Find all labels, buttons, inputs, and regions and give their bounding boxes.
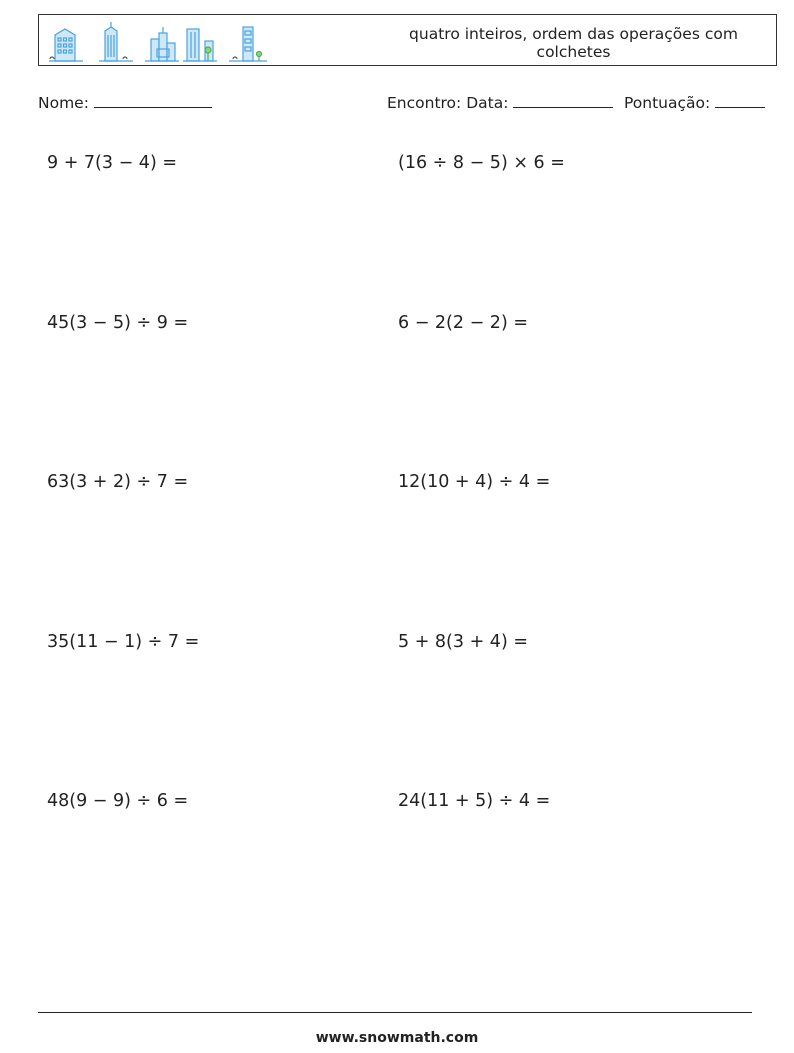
name-field[interactable] xyxy=(38,93,212,113)
meeting-label: Encontro: xyxy=(387,94,462,112)
city-buildings-icon xyxy=(47,21,269,63)
name-blank[interactable] xyxy=(94,93,212,108)
meeting-date-field[interactable] xyxy=(387,93,613,113)
footer-website[interactable]: www.snowmath.com xyxy=(315,1030,479,1046)
score-label: Pontuação: xyxy=(624,94,711,112)
problem-6: 12(10 + 4) ÷ 4 = xyxy=(398,472,551,492)
problem-4: 6 − 2(2 − 2) = xyxy=(398,313,528,333)
problem-2: (16 ÷ 8 − 5) × 6 = xyxy=(398,153,565,173)
problem-1: 9 + 7(3 − 4) = xyxy=(47,153,177,173)
score-field[interactable] xyxy=(624,93,765,113)
footer-divider xyxy=(38,1012,752,1013)
problem-3: 45(3 − 5) ÷ 9 = xyxy=(47,313,189,333)
worksheet-title: quatro inteiros, ordem das operações com colchetes xyxy=(409,25,738,61)
name-label: Nome: xyxy=(38,94,89,112)
problem-8: 5 + 8(3 + 4) = xyxy=(398,632,528,652)
problem-7: 35(11 − 1) ÷ 7 = xyxy=(47,632,200,652)
date-label: Data: xyxy=(466,94,509,112)
score-blank[interactable] xyxy=(715,93,765,108)
date-blank[interactable] xyxy=(513,93,613,108)
problem-5: 63(3 + 2) ÷ 7 = xyxy=(47,472,189,492)
problem-10: 24(11 + 5) ÷ 4 = xyxy=(398,791,551,811)
worksheet-header xyxy=(38,14,777,66)
problem-9: 48(9 − 9) ÷ 6 = xyxy=(47,791,189,811)
